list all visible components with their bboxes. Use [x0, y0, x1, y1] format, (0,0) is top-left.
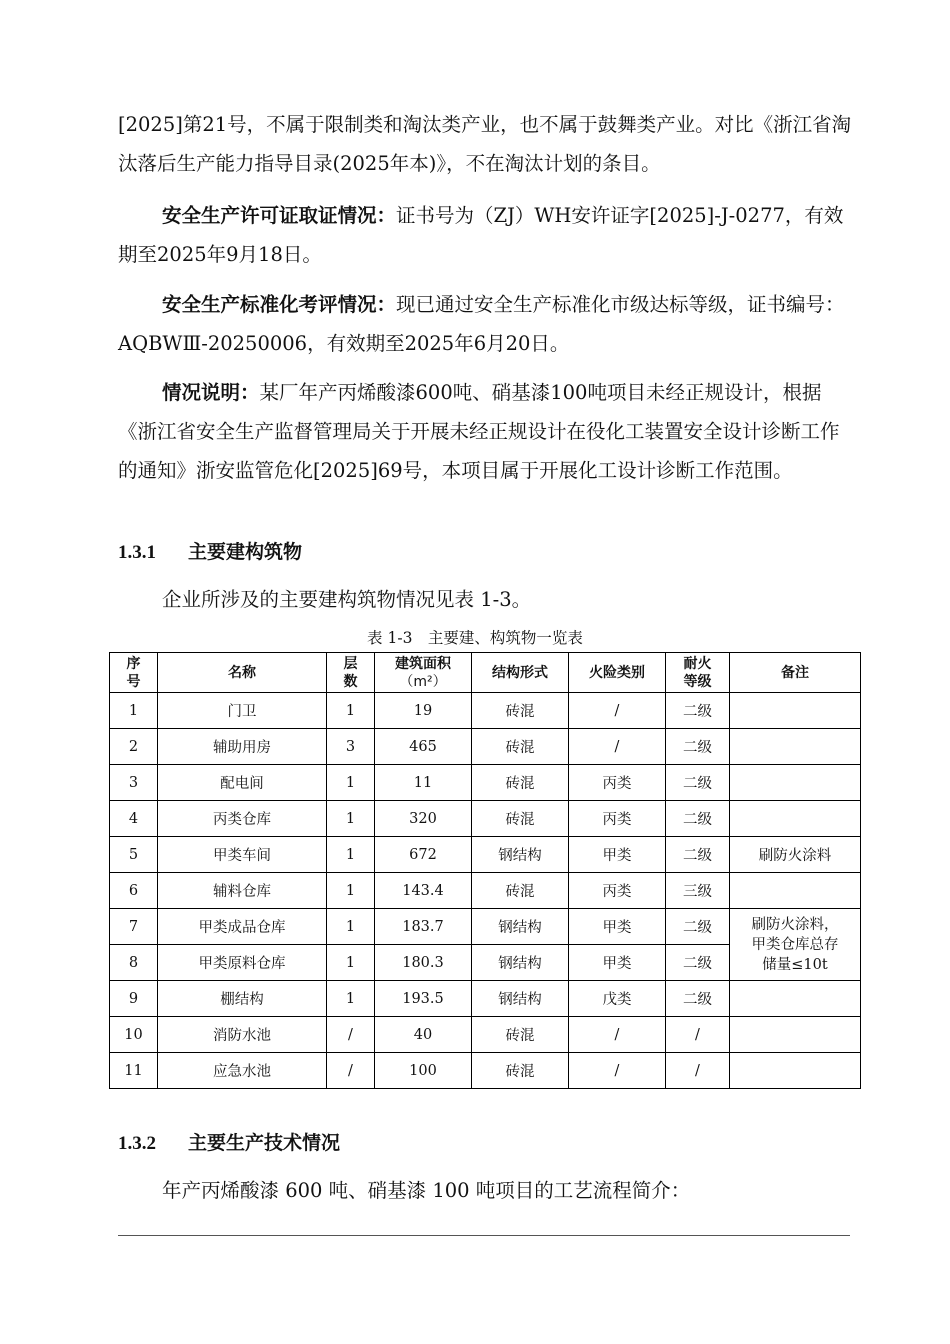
standardization-text: 现已通过安全生产标准化市级达标等级，证书编号：AQBWⅢ-20250006，有效期至2025年6月20日。	[118, 293, 845, 355]
cell-floors: /	[327, 1053, 375, 1089]
cell-floors: 1	[327, 873, 375, 909]
cell-fire-category: /	[569, 1017, 666, 1053]
cell-floors: 3	[327, 729, 375, 765]
cell-name: 辅料仓库	[158, 873, 327, 909]
table-row	[110, 693, 861, 729]
cell-fire-category: /	[569, 729, 666, 765]
cell-area: 465	[375, 729, 472, 765]
table-row	[110, 729, 861, 765]
table-row	[110, 981, 861, 1017]
cell-fire-category: 丙类	[569, 873, 666, 909]
cell-structure: 砖混	[472, 1053, 569, 1089]
cell-floors: 1	[327, 945, 375, 981]
header-structure: 结构形式	[472, 653, 569, 693]
section-heading-1-3-2	[118, 1128, 340, 1155]
cell-name: 甲类原料仓库	[158, 945, 327, 981]
cell-area: 180.3	[375, 945, 472, 981]
cell-area: 320	[375, 801, 472, 837]
header-area: 建筑面积 （m²）	[375, 653, 472, 693]
cell-fire-grade: /	[666, 1017, 730, 1053]
section-number: 1.3.1	[118, 542, 156, 563]
cell-structure: 砖混	[472, 693, 569, 729]
cell-no: 4	[110, 801, 158, 837]
cell-fire-grade: 二级	[666, 945, 730, 981]
cell-fire-grade: 二级	[666, 693, 730, 729]
footer-divider	[118, 1235, 850, 1236]
cell-name: 丙类仓库	[158, 801, 327, 837]
cell-note	[730, 1053, 861, 1089]
cell-floors: /	[327, 1017, 375, 1053]
cell-no: 3	[110, 765, 158, 801]
cell-fire-category: 丙类	[569, 801, 666, 837]
cell-fire-grade: 二级	[666, 801, 730, 837]
cell-floors: 1	[327, 837, 375, 873]
table-row	[110, 873, 861, 909]
cell-note	[730, 693, 861, 729]
cell-note	[730, 873, 861, 909]
cell-name: 配电间	[158, 765, 327, 801]
cell-note	[730, 1017, 861, 1053]
cell-structure: 砖混	[472, 729, 569, 765]
cell-fire-category: 丙类	[569, 765, 666, 801]
cell-fire-grade: 二级	[666, 837, 730, 873]
cell-fire-grade: 二级	[666, 981, 730, 1017]
cell-no: 6	[110, 873, 158, 909]
paragraph-situation	[118, 373, 858, 490]
table-caption: 表 1-3 主要建、构筑物一览表	[367, 629, 583, 647]
cell-floors: 1	[327, 765, 375, 801]
cell-area: 40	[375, 1017, 472, 1053]
cell-area: 11	[375, 765, 472, 801]
cell-fire-category: 戊类	[569, 981, 666, 1017]
cell-area: 183.7	[375, 909, 472, 945]
cell-no: 8	[110, 945, 158, 981]
cell-fire-category: /	[569, 1053, 666, 1089]
table-row	[110, 1017, 861, 1053]
header-note: 备注	[730, 653, 861, 693]
section-title: 主要生产技术情况	[188, 1132, 341, 1154]
cell-fire-grade: 二级	[666, 909, 730, 945]
situation-label: 情况说明：	[162, 381, 260, 404]
paragraph-safety-license	[118, 196, 858, 274]
header-seq: 序 号	[110, 653, 158, 693]
buildings-table	[109, 652, 861, 1089]
cell-name: 甲类成品仓库	[158, 909, 327, 945]
table-header-row	[110, 653, 861, 693]
cell-fire-grade: 二级	[666, 729, 730, 765]
cell-note: 刷防火涂料	[730, 837, 861, 873]
cell-structure: 砖混	[472, 801, 569, 837]
cell-area: 19	[375, 693, 472, 729]
cell-name: 甲类车间	[158, 837, 327, 873]
cell-note	[730, 729, 861, 765]
paragraph-standardization	[118, 285, 858, 363]
cell-structure: 钢结构	[472, 981, 569, 1017]
table-row	[110, 909, 861, 945]
cell-no: 5	[110, 837, 158, 873]
cell-fire-grade: 三级	[666, 873, 730, 909]
section-number: 1.3.2	[118, 1133, 156, 1154]
section-heading-1-3-1	[118, 537, 302, 564]
cell-fire-category: 甲类	[569, 945, 666, 981]
cell-fire-grade: /	[666, 1053, 730, 1089]
cell-structure: 钢结构	[472, 909, 569, 945]
cell-structure: 砖混	[472, 1017, 569, 1053]
process-intro-text: 年产丙烯酸漆 600 吨、硝基漆 100 吨项目的工艺流程简介：	[162, 1179, 691, 1202]
table-row	[110, 801, 861, 837]
cell-name: 辅助用房	[158, 729, 327, 765]
paragraph-industry-policy: [2025]第21号，不属于限制类和淘汰类产业，也不属于鼓舞类产业。对比《浙江省淘汰落后生产能力指导目录(2025年本)》，不在淘汰计划的条目。	[118, 113, 852, 175]
table-row	[110, 765, 861, 801]
cell-fire-category: 甲类	[569, 837, 666, 873]
header-fire-grade: 耐火 等级	[666, 653, 730, 693]
cell-floors: 1	[327, 801, 375, 837]
table-intro-text: 企业所涉及的主要建构筑物情况见表 1-3。	[162, 588, 532, 611]
cell-note	[730, 981, 861, 1017]
cell-no: 2	[110, 729, 158, 765]
cell-name: 门卫	[158, 693, 327, 729]
cell-note-merged: 刷防火涂料， 甲类仓库总存 储量≤10t	[730, 909, 861, 981]
cell-note	[730, 801, 861, 837]
situation-text: 某厂年产丙烯酸漆600吨、硝基漆100吨项目未经正规设计，根据《浙江省安全生产监督管理局关于开展未经正规设计在役化工装置安全设计诊断工作的通知》浙安监管危化[2025]69号，本项目属于开展化工设计诊断工作范围。	[118, 381, 840, 482]
header-name: 名称	[158, 653, 327, 693]
cell-area: 143.4	[375, 873, 472, 909]
header-fire-category: 火险类别	[569, 653, 666, 693]
cell-area: 672	[375, 837, 472, 873]
cell-area: 100	[375, 1053, 472, 1089]
cell-no: 7	[110, 909, 158, 945]
table-row	[110, 1053, 861, 1089]
cell-fire-category: /	[569, 693, 666, 729]
cell-note	[730, 765, 861, 801]
cell-structure: 钢结构	[472, 945, 569, 981]
cell-name: 消防水池	[158, 1017, 327, 1053]
safety-license-label: 安全生产许可证取证情况：	[162, 204, 397, 227]
cell-structure: 砖混	[472, 765, 569, 801]
header-floors: 层 数	[327, 653, 375, 693]
cell-no: 1	[110, 693, 158, 729]
cell-no: 10	[110, 1017, 158, 1053]
cell-structure: 钢结构	[472, 837, 569, 873]
cell-structure: 砖混	[472, 873, 569, 909]
cell-floors: 1	[327, 693, 375, 729]
cell-no: 11	[110, 1053, 158, 1089]
cell-area: 193.5	[375, 981, 472, 1017]
cell-fire-category: 甲类	[569, 909, 666, 945]
safety-license-text: 证书号为（ZJ）WH安许证字[2025]-J-0277，有效期至2025年9月18日。	[118, 204, 844, 266]
cell-floors: 1	[327, 909, 375, 945]
standardization-label: 安全生产标准化考评情况：	[162, 293, 397, 316]
cell-name: 棚结构	[158, 981, 327, 1017]
section-title: 主要建构筑物	[188, 541, 303, 563]
cell-name: 应急水池	[158, 1053, 327, 1089]
cell-no: 9	[110, 981, 158, 1017]
cell-floors: 1	[327, 981, 375, 1017]
cell-fire-grade: 二级	[666, 765, 730, 801]
table-row	[110, 837, 861, 873]
